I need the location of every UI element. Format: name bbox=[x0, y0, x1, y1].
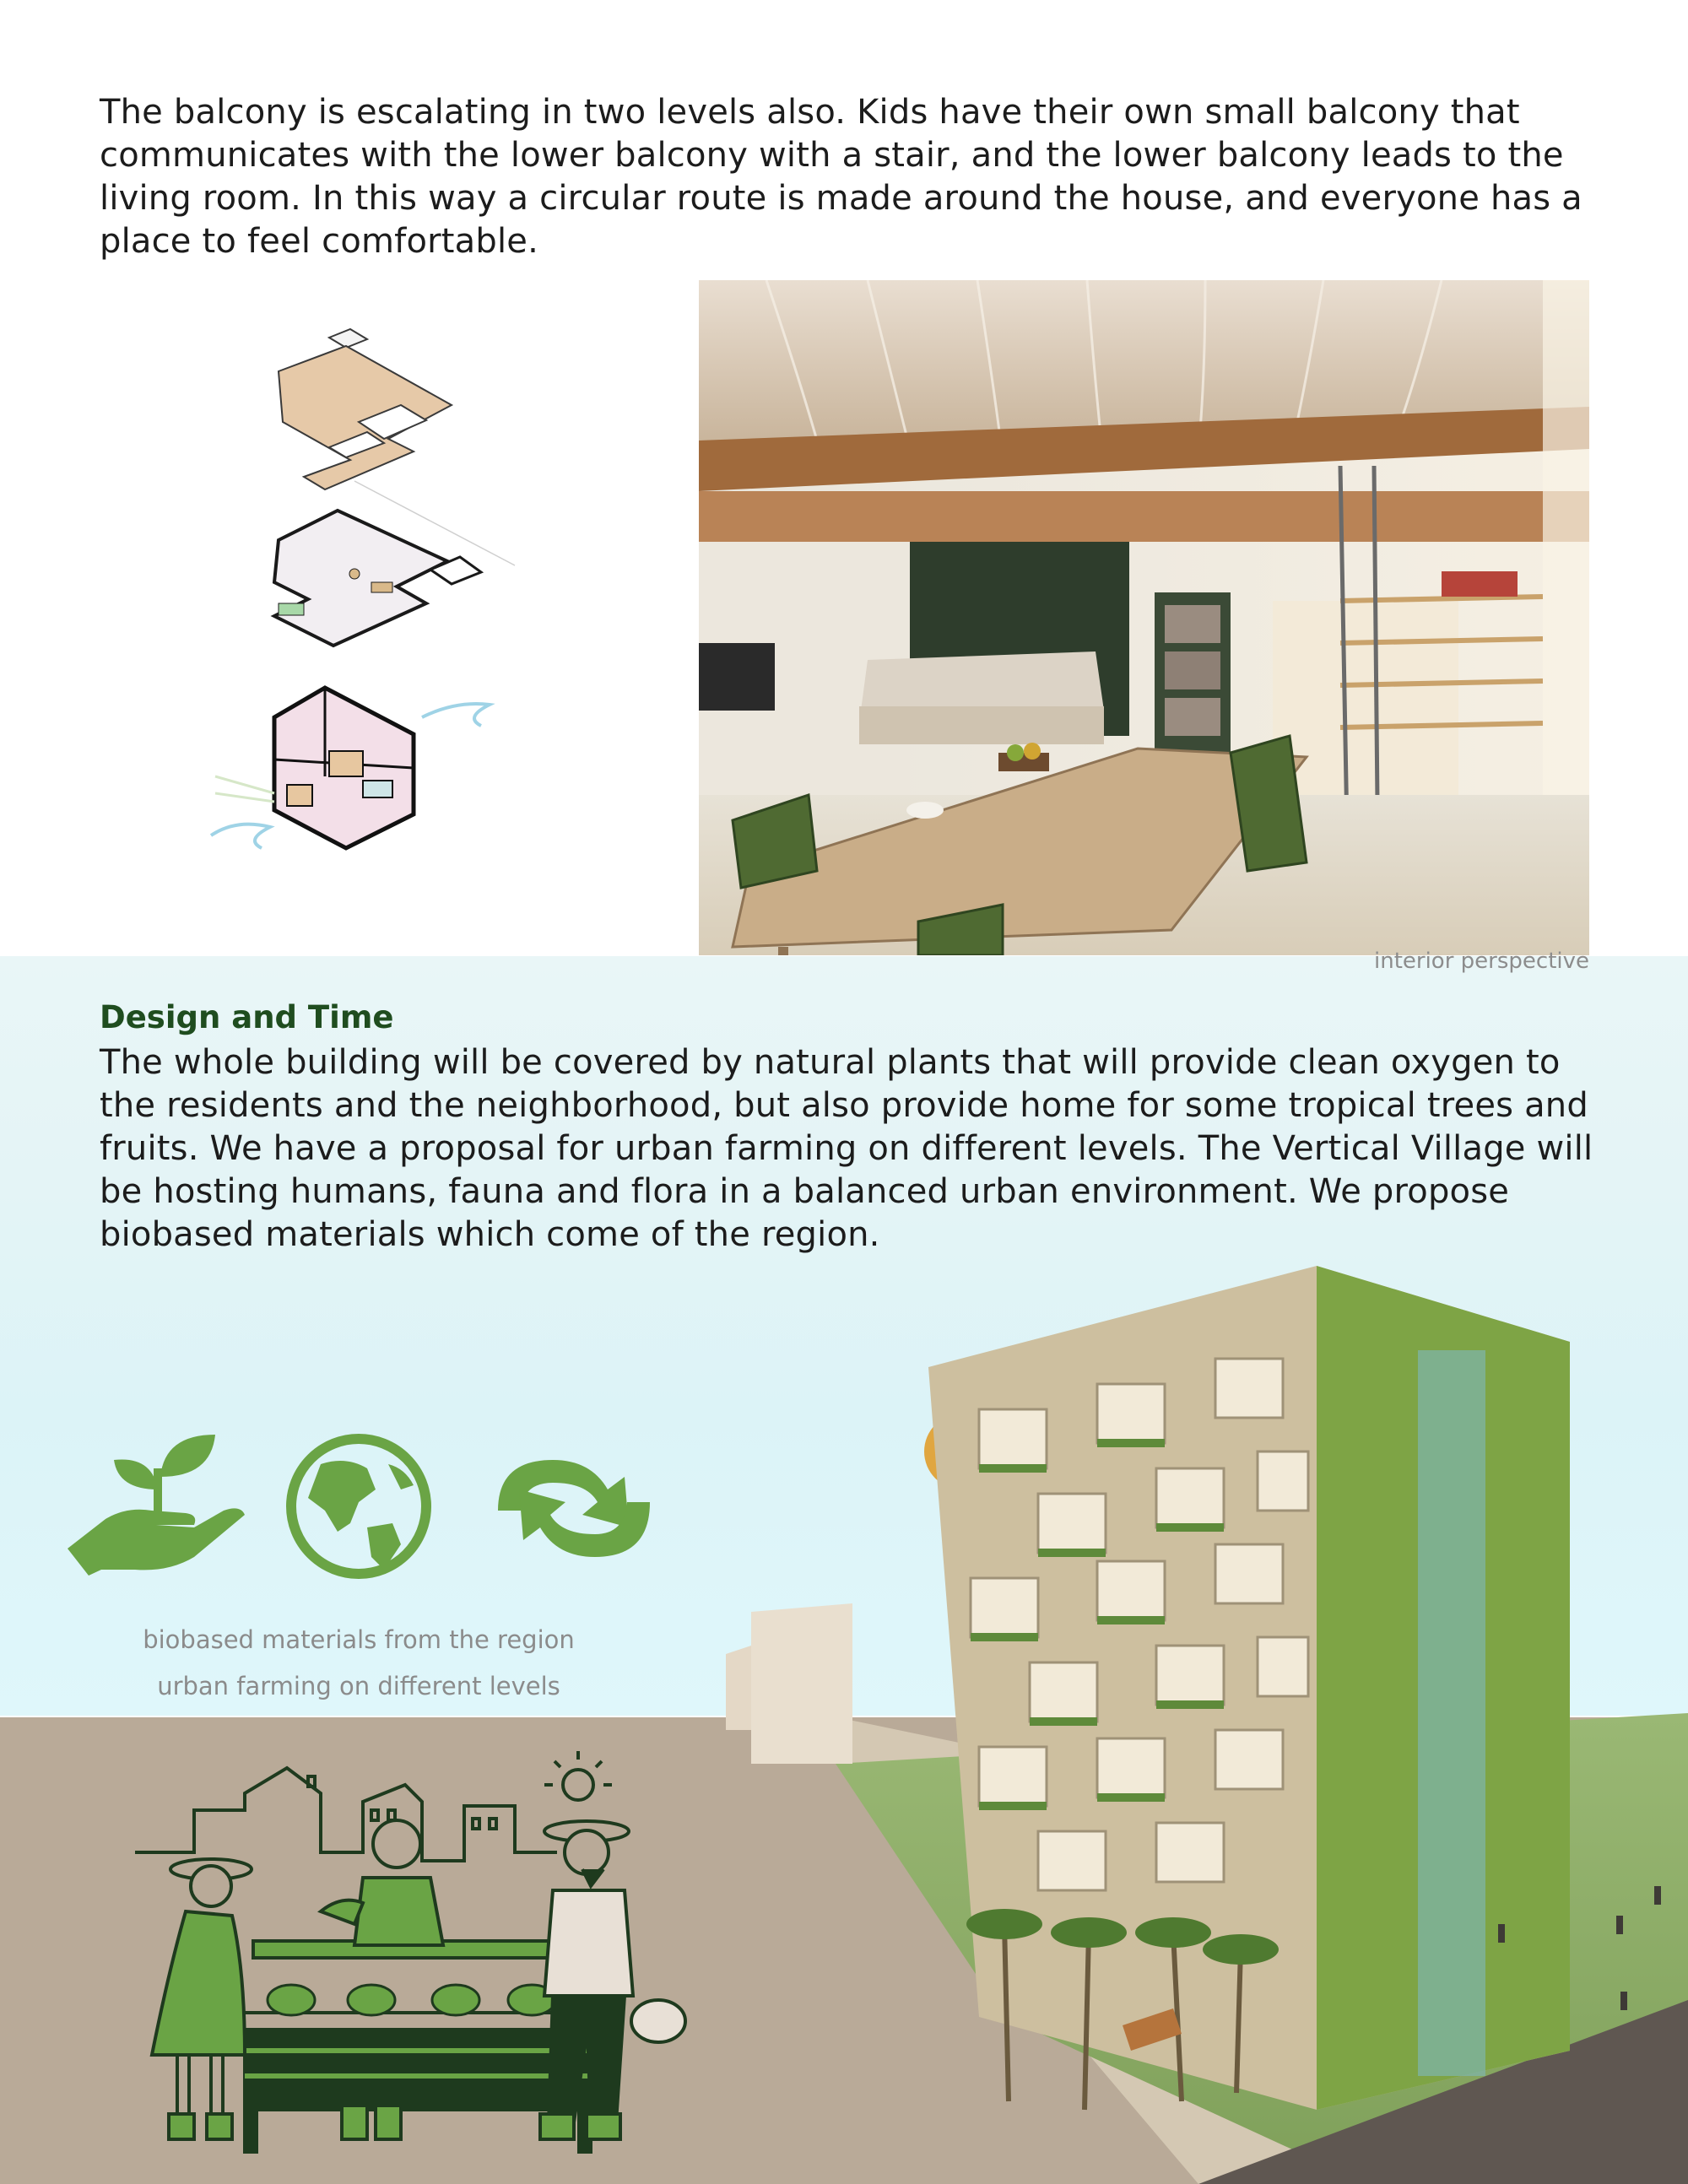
wind-swirl bbox=[211, 824, 270, 848]
biobased-caption: biobased materials from the region bbox=[143, 1625, 575, 1654]
exploded-axonometric-diagram bbox=[203, 321, 540, 903]
lettuce-plants bbox=[268, 1985, 555, 2015]
intro-paragraph: The balcony is escalating in two levels also. Kids have their own small balcony that communicates with the lower balcony with a stair, and the lower balcony leads to the living room. In this way a circular route is made around the house, and everyone has a place to feel comfortable. bbox=[100, 93, 1582, 261]
ground-floor-section bbox=[274, 688, 414, 848]
neighbor-building bbox=[751, 1603, 852, 1764]
recycle-icon bbox=[498, 1460, 650, 1557]
interior-perspective-render bbox=[699, 280, 1589, 955]
section-heading: Design and Time bbox=[100, 999, 394, 1035]
fruit-bowl bbox=[998, 753, 1049, 771]
sun-ray bbox=[215, 793, 274, 802]
farmer-man-right bbox=[540, 1821, 685, 2139]
vertical-village-building-render bbox=[726, 1257, 1688, 2184]
farmer-woman-left bbox=[152, 1859, 252, 2139]
plant-in-hand-icon bbox=[68, 1435, 245, 1576]
tv bbox=[699, 643, 775, 711]
glass-stair-core bbox=[1418, 1350, 1485, 2076]
city-skyline bbox=[135, 1768, 557, 1861]
design-paragraph: The whole building will be covered by natural plants that will provide clean oxygen to the residents and the neighborhood, but also provide home for some tropical trees and fruits. We have a proposal for urban farming on different levels. The Vertical Village will be hosting humans, fauna and flora in a balanced urban environment. We propose biobased materials which come of the region. bbox=[100, 1043, 1593, 1254]
urban-farming-illustration bbox=[118, 1751, 709, 2156]
wind-swirl bbox=[422, 704, 490, 726]
interior-caption: interior perspective bbox=[1374, 949, 1589, 974]
sun-ray bbox=[215, 776, 274, 793]
sustainability-icons bbox=[68, 1430, 658, 1587]
sun-icon bbox=[544, 1751, 612, 1800]
coffee-cup bbox=[906, 802, 944, 819]
farming-caption: urban farming on different levels bbox=[157, 1672, 560, 1700]
globe-icon bbox=[291, 1439, 426, 1574]
upper-balcony-level bbox=[279, 329, 452, 489]
